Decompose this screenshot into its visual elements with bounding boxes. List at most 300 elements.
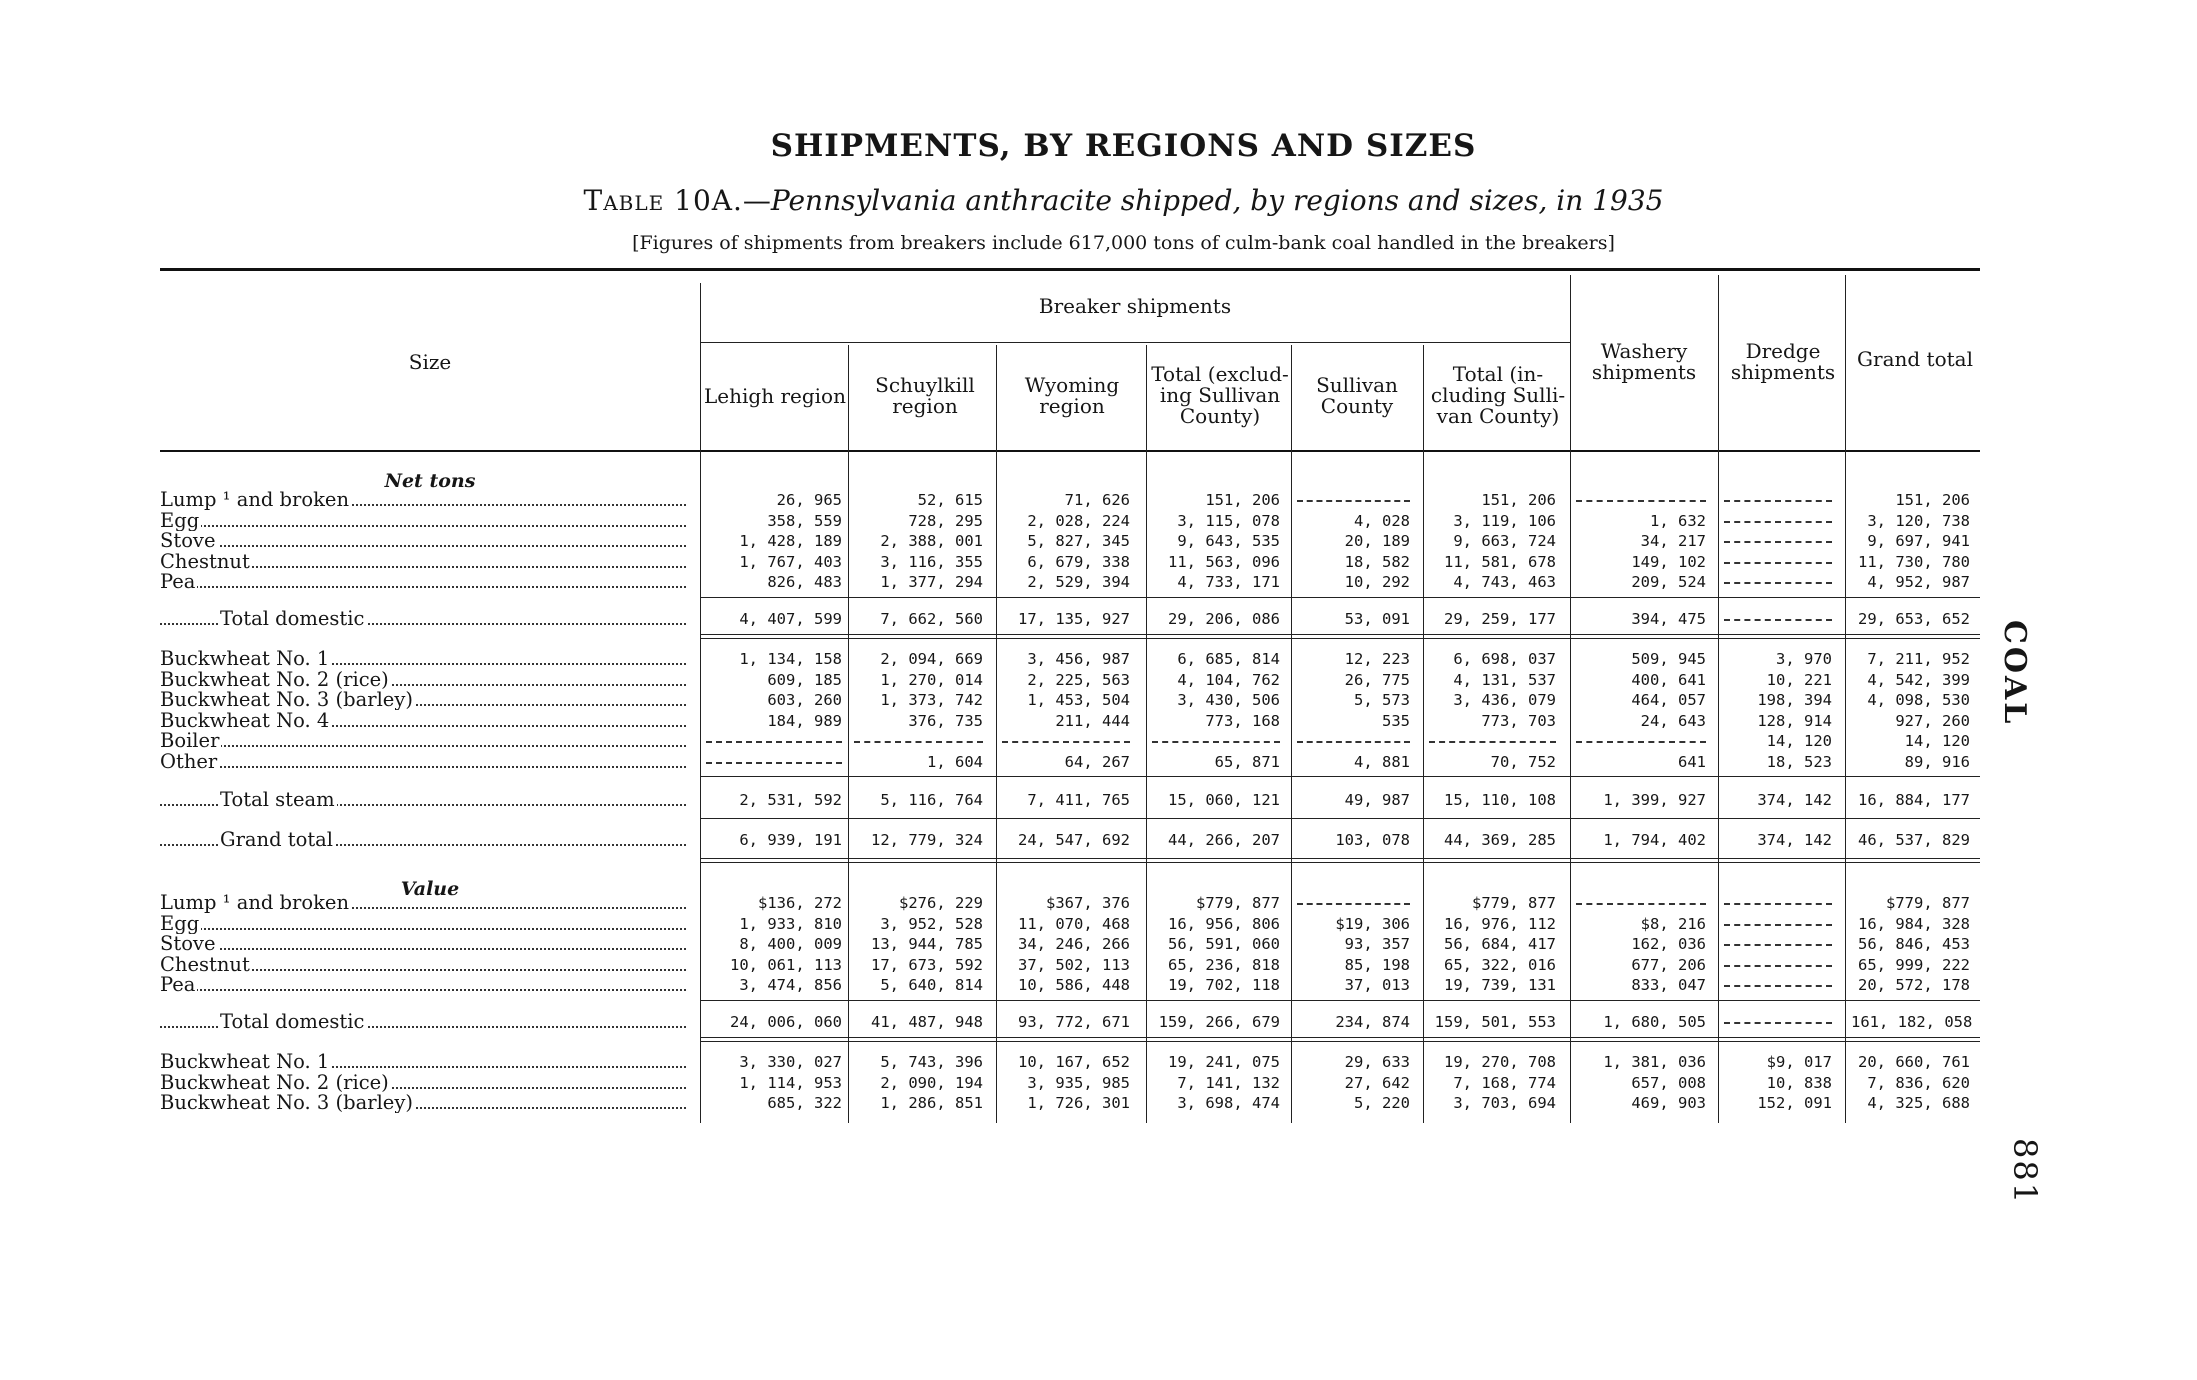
row-label	[160, 731, 690, 751]
row-label-text: Pea	[160, 975, 196, 996]
table-cell: $779, 877	[1886, 894, 1970, 912]
table-cell: 26, 965	[776, 491, 842, 509]
table-cell: 773, 703	[1481, 711, 1556, 730]
row-label-text: Buckwheat No. 2 (rice)	[160, 669, 389, 690]
table-cell: 151, 206	[1481, 491, 1556, 509]
table-cell: 65, 999, 222	[1858, 955, 1970, 974]
table-cell: 7, 141, 132	[1177, 1073, 1280, 1092]
table-cell: 149, 102	[1631, 552, 1706, 571]
total-rule	[700, 597, 1980, 598]
table-cell: 159, 266, 679	[1158, 1013, 1280, 1031]
empty-cell-leader	[1576, 741, 1706, 743]
empty-cell-leader	[1297, 903, 1410, 905]
table-cell: 24, 643	[1640, 711, 1706, 730]
table-cell: 29, 206, 086	[1168, 610, 1280, 628]
table-cell: 1, 767, 403	[739, 552, 842, 571]
empty-cell-leader	[1724, 924, 1832, 926]
table-cell: 3, 116, 355	[880, 552, 983, 571]
row-label	[160, 670, 690, 690]
table-cell: 1, 604	[927, 753, 983, 771]
empty-cell-leader	[1297, 741, 1410, 743]
table-cell: $9, 017	[1766, 1053, 1832, 1071]
table-row	[0, 893, 2197, 913]
table-cell: 7, 168, 774	[1453, 1073, 1556, 1092]
table-cell: 56, 684, 417	[1444, 935, 1556, 954]
row-label	[160, 609, 690, 629]
table-cell: 1, 632	[1650, 511, 1706, 530]
header-total-excluding: Total (exclud-ing Sullivan County)	[1151, 362, 1289, 428]
table-cell: 198, 394	[1757, 691, 1832, 710]
table-cell: $779, 877	[1472, 894, 1556, 912]
table-cell: 4, 131, 537	[1453, 670, 1556, 689]
table-cell: 3, 952, 528	[880, 914, 983, 933]
table-cell: 374, 142	[1757, 831, 1832, 849]
row-label	[160, 490, 690, 510]
empty-cell-leader	[1724, 500, 1832, 502]
row-label-text: Other	[160, 752, 218, 772]
empty-cell-leader	[1724, 582, 1832, 584]
table-cell: 34, 217	[1640, 532, 1706, 551]
row-label-text: Total domestic	[220, 609, 365, 629]
table-cell: 11, 730, 780	[1858, 552, 1970, 571]
table-cell: 1, 794, 402	[1603, 831, 1706, 849]
table-cell: 34, 246, 266	[1018, 935, 1130, 954]
row-label-text: Total domestic	[220, 1012, 365, 1032]
table-cell: 4, 407, 599	[739, 610, 842, 628]
row-label-text: Boiler	[160, 731, 220, 752]
row-label-text: Buckwheat No. 4	[160, 710, 330, 731]
table-cell: 16, 976, 112	[1444, 914, 1556, 933]
table-cell: 609, 185	[767, 670, 842, 689]
table-cell: 1, 453, 504	[1027, 691, 1130, 710]
table-cell: 641	[1678, 753, 1706, 771]
header-rule	[160, 450, 1980, 452]
table-cell: 2, 090, 194	[880, 1073, 983, 1092]
table-row	[0, 1093, 2197, 1113]
table-cell: 5, 573	[1354, 691, 1410, 710]
table-cell: 37, 013	[1344, 976, 1410, 995]
table-cell: 13, 944, 785	[871, 935, 983, 954]
table-caption-text: Pennsylvania anthracite shipped, by regions and sizes, in 1935	[770, 184, 1664, 217]
table-row	[0, 649, 2197, 669]
header-size: Size	[408, 350, 452, 374]
table-cell: 376, 735	[908, 711, 983, 730]
table-cell: 5, 116, 764	[880, 791, 983, 809]
table-cell: 394, 475	[1631, 610, 1706, 628]
header-sullivan: Sullivan County	[1316, 373, 1398, 418]
table-cell: 10, 838	[1766, 1073, 1832, 1092]
table-row	[0, 1073, 2197, 1093]
row-label	[160, 934, 690, 954]
row-label	[160, 572, 690, 592]
page-number: 881	[2006, 1138, 2044, 1206]
row-label	[160, 511, 690, 531]
table-cell: 3, 970	[1776, 650, 1832, 668]
table-cell: 4, 325, 688	[1867, 1094, 1970, 1113]
table-cell: 2, 028, 224	[1027, 511, 1130, 530]
table-cell: 37, 502, 113	[1018, 955, 1130, 974]
row-label	[160, 649, 690, 669]
table-caption	[0, 184, 2197, 217]
table-cell: 3, 703, 694	[1453, 1094, 1556, 1113]
total-rule	[700, 818, 1980, 819]
running-head: COAL	[1997, 620, 2032, 727]
row-label	[160, 1012, 690, 1032]
row-label-text: Buckwheat No. 1	[160, 1052, 330, 1072]
table-cell: 2, 388, 001	[880, 532, 983, 551]
header-schuylkill: Schuylkill region	[875, 373, 975, 418]
table-cell: 44, 369, 285	[1444, 831, 1556, 849]
table-cell: 53, 091	[1344, 610, 1410, 628]
table-cell: 56, 846, 453	[1858, 935, 1970, 954]
table-cell: 3, 119, 106	[1453, 511, 1556, 530]
table-cell: 6, 698, 037	[1453, 650, 1556, 668]
table-caption-dash: —	[742, 184, 771, 217]
row-label	[160, 752, 690, 772]
table-cell: 17, 673, 592	[871, 955, 983, 974]
row-label-text: Stove	[160, 934, 216, 955]
grand-total-row	[0, 830, 2197, 850]
table-cell: 4, 028	[1354, 511, 1410, 530]
table-cell: 16, 884, 177	[1858, 791, 1970, 809]
table-cell: $276, 229	[899, 894, 983, 912]
row-label-text: Buckwheat No. 3 (barley)	[160, 690, 413, 711]
table-cell: 5, 640, 814	[880, 976, 983, 995]
empty-cell-leader	[1724, 1022, 1832, 1024]
row-label-text: Stove	[160, 531, 216, 552]
table-cell: 2, 529, 394	[1027, 573, 1130, 592]
row-label-text: Lump ¹ and broken	[160, 893, 350, 913]
total-rule	[700, 858, 1980, 859]
table-cell: 1, 933, 810	[739, 914, 842, 933]
empty-cell-leader	[706, 741, 842, 743]
row-label-text: Chestnut	[160, 954, 250, 975]
table-cell: 6, 939, 191	[739, 831, 842, 849]
table-cell: 10, 221	[1766, 670, 1832, 689]
row-label	[160, 893, 690, 913]
table-row	[0, 531, 2197, 551]
empty-cell-leader	[1724, 619, 1832, 621]
table-cell: $779, 877	[1196, 894, 1280, 912]
total-rule	[700, 1041, 1980, 1042]
table-cell: 29, 633	[1344, 1053, 1410, 1071]
table-cell: 3, 935, 985	[1027, 1073, 1130, 1092]
table-row	[0, 511, 2197, 531]
table-cell: 10, 292	[1344, 573, 1410, 592]
table-cell: 469, 903	[1631, 1094, 1706, 1113]
table-cell: 6, 679, 338	[1027, 552, 1130, 571]
table-cell: 93, 357	[1344, 935, 1410, 954]
table-caption-label: Table 10A.	[583, 184, 743, 217]
table-cell: 8, 400, 009	[739, 935, 842, 954]
table-cell: 1, 134, 158	[739, 650, 842, 668]
row-label-text: Chestnut	[160, 551, 250, 572]
table-row	[0, 490, 2197, 510]
table-cell: 7, 662, 560	[880, 610, 983, 628]
table-cell: 7, 211, 952	[1867, 650, 1970, 668]
top-rule	[160, 268, 1980, 271]
table-cell: 5, 220	[1354, 1094, 1410, 1113]
row-label	[160, 914, 690, 934]
header-wyoming: Wyoming region	[1024, 373, 1120, 418]
table-cell: 71, 626	[1064, 491, 1130, 509]
table-cell: 2, 225, 563	[1027, 670, 1130, 689]
header-washery: Washery shipments	[1591, 339, 1697, 384]
table-cell: 29, 653, 652	[1858, 610, 1970, 628]
table-row	[0, 711, 2197, 731]
table-cell: 7, 411, 765	[1027, 791, 1130, 809]
table-cell: 162, 036	[1631, 935, 1706, 954]
table-cell: 15, 110, 108	[1444, 791, 1556, 809]
table-cell: $136, 272	[758, 894, 842, 912]
table-cell: 52, 615	[917, 491, 983, 509]
page-heading: SHIPMENTS, BY REGIONS AND SIZES	[770, 128, 1477, 164]
empty-cell-leader	[854, 741, 983, 743]
table-cell: 3, 474, 856	[739, 976, 842, 995]
table-cell: 27, 642	[1344, 1073, 1410, 1092]
table-cell: 12, 779, 324	[871, 831, 983, 849]
row-label-text: Egg	[160, 510, 200, 531]
header-dredge: Dredge shipments	[1730, 339, 1836, 384]
table-cell: 1, 428, 189	[739, 532, 842, 551]
empty-cell-leader	[1576, 500, 1706, 502]
row-label-text: Total steam	[220, 790, 335, 810]
table-cell: 5, 827, 345	[1027, 532, 1130, 551]
empty-cell-leader	[1429, 741, 1556, 743]
total-rule	[700, 776, 1980, 777]
table-cell: 103, 078	[1335, 831, 1410, 849]
table-cell: 4, 104, 762	[1177, 670, 1280, 689]
table-cell: 400, 641	[1631, 670, 1706, 689]
empty-cell-leader	[1724, 541, 1832, 543]
header-breaker-shipments: Breaker shipments	[1038, 294, 1232, 318]
table-cell: 14, 120	[1766, 732, 1832, 751]
total-rule	[700, 862, 1980, 863]
header-grand-total: Grand total	[1857, 347, 1973, 371]
table-cell: 685, 322	[767, 1094, 842, 1113]
empty-cell-leader	[1724, 903, 1832, 905]
table-cell: 128, 914	[1757, 711, 1832, 730]
table-cell: 20, 660, 761	[1858, 1053, 1970, 1071]
header-lehigh: Lehigh region	[704, 384, 846, 408]
table-cell: $367, 376	[1046, 894, 1130, 912]
table-cell: 10, 167, 652	[1018, 1053, 1130, 1071]
table-cell: 49, 987	[1344, 791, 1410, 809]
table-cell: 209, 524	[1631, 573, 1706, 592]
table-row	[0, 955, 2197, 975]
table-cell: 509, 945	[1631, 650, 1706, 668]
table-cell: 728, 295	[908, 511, 983, 530]
table-cell: 1, 114, 953	[739, 1073, 842, 1092]
empty-cell-leader	[1297, 500, 1410, 502]
table-cell: 927, 260	[1895, 711, 1970, 730]
table-cell: 20, 572, 178	[1858, 976, 1970, 995]
table-cell: 10, 586, 448	[1018, 976, 1130, 995]
table-cell: 1, 377, 294	[880, 573, 983, 592]
table-cell: 85, 198	[1344, 955, 1410, 974]
row-label	[160, 711, 690, 731]
row-label-text: Lump ¹ and broken	[160, 490, 350, 510]
table-cell: 12, 223	[1344, 650, 1410, 668]
table-row	[0, 572, 2197, 592]
table-row	[0, 670, 2197, 690]
table-cell: 11, 070, 468	[1018, 914, 1130, 933]
section-value: Value	[400, 878, 460, 900]
table-cell: 93, 772, 671	[1018, 1013, 1130, 1031]
table-cell: 535	[1382, 711, 1410, 730]
row-label-text: Egg	[160, 913, 200, 934]
empty-cell-leader	[1576, 903, 1706, 905]
table-cell: 3, 436, 079	[1453, 691, 1556, 710]
table-row	[0, 731, 2197, 751]
table-cell: 10, 061, 113	[730, 955, 842, 974]
table-cell: 11, 581, 678	[1444, 552, 1556, 571]
table-row	[0, 752, 2197, 772]
table-cell: 657, 008	[1631, 1073, 1706, 1092]
table-cell: 151, 206	[1895, 491, 1970, 509]
table-cell: 65, 871	[1214, 753, 1280, 771]
breaker-group-rule	[700, 342, 1570, 343]
table-cell: 9, 643, 535	[1177, 532, 1280, 551]
table-row	[0, 975, 2197, 995]
empty-cell-leader	[1002, 741, 1130, 743]
row-label	[160, 531, 690, 551]
table-cell: 1, 373, 742	[880, 691, 983, 710]
empty-cell-leader	[1724, 985, 1832, 987]
table-cell: 1, 680, 505	[1603, 1013, 1706, 1031]
table-cell: 65, 236, 818	[1168, 955, 1280, 974]
row-label-text: Buckwheat No. 1	[160, 649, 330, 669]
table-cell: 833, 047	[1631, 976, 1706, 995]
total-row	[0, 1012, 2197, 1032]
table-cell: 159, 501, 553	[1434, 1013, 1556, 1031]
empty-cell-leader	[1152, 741, 1280, 743]
table-cell: 64, 267	[1064, 753, 1130, 771]
row-label-text: Buckwheat No. 3 (barley)	[160, 1093, 413, 1114]
empty-cell-leader	[706, 762, 842, 764]
table-cell: 17, 135, 927	[1018, 610, 1130, 628]
table-cell: 4, 098, 530	[1867, 691, 1970, 710]
table-cell: 16, 956, 806	[1168, 914, 1280, 933]
row-label-text: Pea	[160, 572, 196, 593]
table-cell: 2, 094, 669	[880, 650, 983, 668]
total-rule	[700, 634, 1980, 635]
total-row	[0, 790, 2197, 810]
table-cell: 44, 266, 207	[1168, 831, 1280, 849]
table-cell: 16, 984, 328	[1858, 914, 1970, 933]
table-cell: 20, 189	[1344, 532, 1410, 551]
table-cell: 184, 989	[767, 711, 842, 730]
total-row	[0, 609, 2197, 629]
table-cell: 1, 381, 036	[1603, 1053, 1706, 1071]
row-label	[160, 1073, 690, 1093]
table-row	[0, 914, 2197, 934]
table-cell: 4, 733, 171	[1177, 573, 1280, 592]
table-cell: 70, 752	[1490, 753, 1556, 771]
empty-cell-leader	[1724, 521, 1832, 523]
table-cell: 1, 399, 927	[1603, 791, 1706, 809]
table-cell: 1, 286, 851	[880, 1094, 983, 1113]
table-cell: 677, 206	[1631, 955, 1706, 974]
table-cell: 3, 698, 474	[1177, 1094, 1280, 1113]
table-note: [Figures of shipments from breakers include 617,000 tons of culm-bank coal handled in the breakers]	[632, 232, 1615, 254]
table-cell: 89, 916	[1904, 753, 1970, 771]
total-rule	[700, 1037, 1980, 1038]
table-cell: 14, 120	[1904, 732, 1970, 751]
table-cell: 1, 726, 301	[1027, 1094, 1130, 1113]
table-cell: 11, 563, 096	[1168, 552, 1280, 571]
table-cell: 4, 952, 987	[1867, 573, 1970, 592]
table-cell: 152, 091	[1757, 1094, 1832, 1113]
table-cell: 9, 663, 724	[1453, 532, 1556, 551]
table-cell: 773, 168	[1205, 711, 1280, 730]
row-label	[160, 1052, 690, 1072]
table-cell: $8, 216	[1640, 914, 1706, 933]
table-cell: 464, 057	[1631, 691, 1706, 710]
table-cell: 65, 322, 016	[1444, 955, 1556, 974]
table-cell: 26, 775	[1344, 670, 1410, 689]
table-row	[0, 552, 2197, 572]
table-cell: 4, 881	[1354, 753, 1410, 771]
table-cell: 3, 115, 078	[1177, 511, 1280, 530]
row-label	[160, 975, 690, 995]
empty-cell-leader	[1724, 562, 1832, 564]
row-label	[160, 552, 690, 572]
total-rule	[700, 1000, 1980, 1001]
table-cell: 161, 182, 058	[1851, 1013, 1973, 1031]
total-rule	[700, 638, 1980, 639]
table-row	[0, 1052, 2197, 1072]
table-cell: 6, 685, 814	[1177, 650, 1280, 668]
empty-cell-leader	[1724, 965, 1832, 967]
table-row	[0, 690, 2197, 710]
table-cell: 15, 060, 121	[1168, 791, 1280, 809]
table-cell: 151, 206	[1205, 491, 1280, 509]
table-cell: $19, 306	[1335, 914, 1410, 933]
table-cell: 3, 430, 506	[1177, 691, 1280, 710]
table-cell: 19, 270, 708	[1444, 1053, 1556, 1071]
table-cell: 19, 739, 131	[1444, 976, 1556, 995]
table-cell: 358, 559	[767, 511, 842, 530]
header-total-including: Total (in-cluding Sulli-van County)	[1430, 362, 1566, 428]
table-cell: 41, 487, 948	[871, 1013, 983, 1031]
table-cell: 18, 582	[1344, 552, 1410, 571]
row-label-text: Grand total	[220, 830, 334, 850]
empty-cell-leader	[1724, 944, 1832, 946]
table-cell: 19, 241, 075	[1168, 1053, 1280, 1071]
table-cell: 19, 702, 118	[1168, 976, 1280, 995]
table-cell: 4, 743, 463	[1453, 573, 1556, 592]
row-label-text: Buckwheat No. 2 (rice)	[160, 1072, 389, 1093]
table-cell: 5, 743, 396	[880, 1053, 983, 1071]
table-cell: 24, 006, 060	[730, 1013, 842, 1031]
table-cell: 18, 523	[1766, 753, 1832, 771]
table-cell: 56, 591, 060	[1168, 935, 1280, 954]
table-cell: 374, 142	[1757, 791, 1832, 809]
table-cell: 3, 120, 738	[1867, 511, 1970, 530]
section-net-tons: Net tons	[384, 470, 476, 492]
row-label	[160, 1093, 690, 1113]
table-cell: 826, 483	[767, 573, 842, 592]
table-row	[0, 934, 2197, 954]
table-cell: 3, 456, 987	[1027, 650, 1130, 668]
table-cell: 29, 259, 177	[1444, 610, 1556, 628]
table-cell: 46, 537, 829	[1858, 831, 1970, 849]
table-cell: 603, 260	[767, 691, 842, 710]
row-label	[160, 790, 690, 810]
table-cell: 1, 270, 014	[880, 670, 983, 689]
table-cell: 7, 836, 620	[1867, 1073, 1970, 1092]
